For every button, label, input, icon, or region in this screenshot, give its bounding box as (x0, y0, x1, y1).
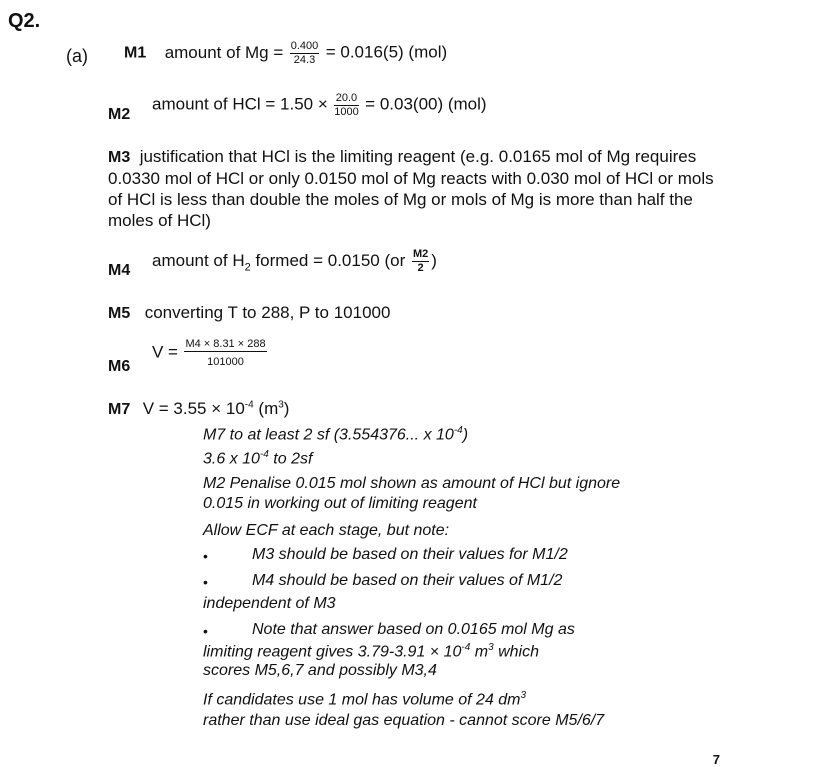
note5-a: If candidates use 1 mol has volume of 24 dm (203, 691, 521, 709)
note-24dm3 (203, 690, 526, 709)
m2-mark: M2 (108, 106, 131, 123)
note-ecf: Allow ECF at each stage, but note: (203, 522, 450, 539)
m4-sub: 2 (244, 261, 251, 274)
bullet-2-text-cont: independent of M3 (203, 595, 336, 612)
note5-sup: 3 (520, 690, 527, 701)
bullet-2: • (203, 574, 208, 590)
note-penalise: M2 Penalise 0.015 mol shown as amount of HCl but ignore 0.015 in working out of limiting reagent (203, 475, 621, 512)
m7-mark: M7 (108, 401, 131, 418)
m1-denominator: 24.3 (293, 54, 316, 66)
m5-line (108, 303, 390, 323)
m1-result: = 0.016(5) (mol) (325, 42, 448, 62)
m4-numerator: M2 (412, 248, 429, 260)
m2-line (152, 92, 487, 119)
m1-text: amount of Mg = (164, 42, 284, 62)
bullet-3: • (203, 623, 208, 639)
bullet-3-c: m (470, 643, 489, 661)
bullet-3-b: limiting reagent gives 3.79-3.91 × 10 (203, 643, 462, 661)
m3-block (108, 146, 728, 231)
note2-a: 3.6 x 10 (203, 450, 260, 468)
m4-text-c: ) (431, 250, 437, 270)
m6-fraction (184, 338, 266, 369)
note1-sup: -4 (453, 425, 463, 436)
bullet-3-text: Note that answer based on 0.0165 mol Mg as (252, 621, 575, 638)
m4-mark: M4 (108, 262, 131, 279)
m6-line (152, 338, 269, 369)
m4-line (152, 248, 437, 275)
bullet-1-text: M3 should be based on their values for M1/2 (252, 546, 568, 563)
m4-denominator: 2 (417, 262, 424, 274)
bullet-3-d: which (493, 643, 539, 661)
bullet-3-line2 (203, 642, 539, 661)
m2-numerator: 20.0 (335, 92, 358, 104)
m4-text-b: formed = 0.0150 (or (250, 250, 410, 270)
bullet-3-sup2: 3 (488, 642, 494, 653)
note-ideal-gas: rather than use ideal gas equation - cannot score M5/6/7 (203, 712, 605, 729)
m2-result: = 0.03(00) (mol) (365, 94, 487, 114)
m2-fraction (334, 92, 358, 119)
note2-sup: -4 (259, 449, 269, 460)
note2-b: to 2sf (268, 450, 313, 468)
note1-a: M7 to at least 2 sf (3.554376... x 10 (203, 426, 454, 444)
m5-mark: M5 (108, 305, 131, 322)
m1-line (124, 40, 447, 67)
bullet-1: • (203, 548, 208, 564)
note-sig-figs (203, 425, 468, 444)
m5-text: converting T to 288, P to 101000 (144, 303, 391, 322)
m3-text: justification that HCl is the limiting reagent (e.g. 0.0165 mol of Mg requires 0.0330 mol of HCl or only 0.0150 mol of Mg reacts with 0.030 mol of HCl or mols of HCl is less than double the moles of Mg or mols of Mg is more than half the moles of HCl) (108, 147, 714, 230)
note-2sf (203, 449, 312, 468)
note1-b: ) (462, 426, 469, 444)
m1-mark: M1 (124, 44, 147, 62)
bullet-2-text: M4 should be based on their values of M1/2 (252, 572, 563, 589)
m3-mark: M3 (108, 149, 131, 166)
bullet-3-sup: -4 (461, 642, 471, 653)
m7-sup2: 3 (278, 399, 284, 411)
m6-mark: M6 (108, 358, 131, 375)
m7-text-b: (m (253, 399, 279, 418)
part-label: (a) (66, 46, 88, 66)
m6-denominator: 101000 (207, 356, 244, 368)
bullet-3-line3: scores M5,6,7 and possibly M3,4 (203, 662, 437, 679)
m7-line (108, 399, 289, 419)
m4-fraction (412, 248, 429, 275)
m4-text-a: amount of H (152, 250, 245, 270)
m7-text-c: ) (283, 399, 290, 418)
m1-numerator: 0.400 (290, 40, 319, 52)
question-number: Q2. (8, 10, 41, 32)
m7-text-a: V = 3.55 × 10 (142, 399, 245, 418)
m6-numerator: M4 × 8.31 × 288 (185, 338, 266, 350)
m1-fraction (290, 40, 320, 67)
m6-text: V = (152, 342, 178, 362)
m2-text: amount of HCl = 1.50 × (152, 94, 328, 114)
page-number: 7 (712, 752, 720, 767)
m7-sup: -4 (244, 399, 254, 411)
m2-denominator: 1000 (334, 106, 359, 118)
